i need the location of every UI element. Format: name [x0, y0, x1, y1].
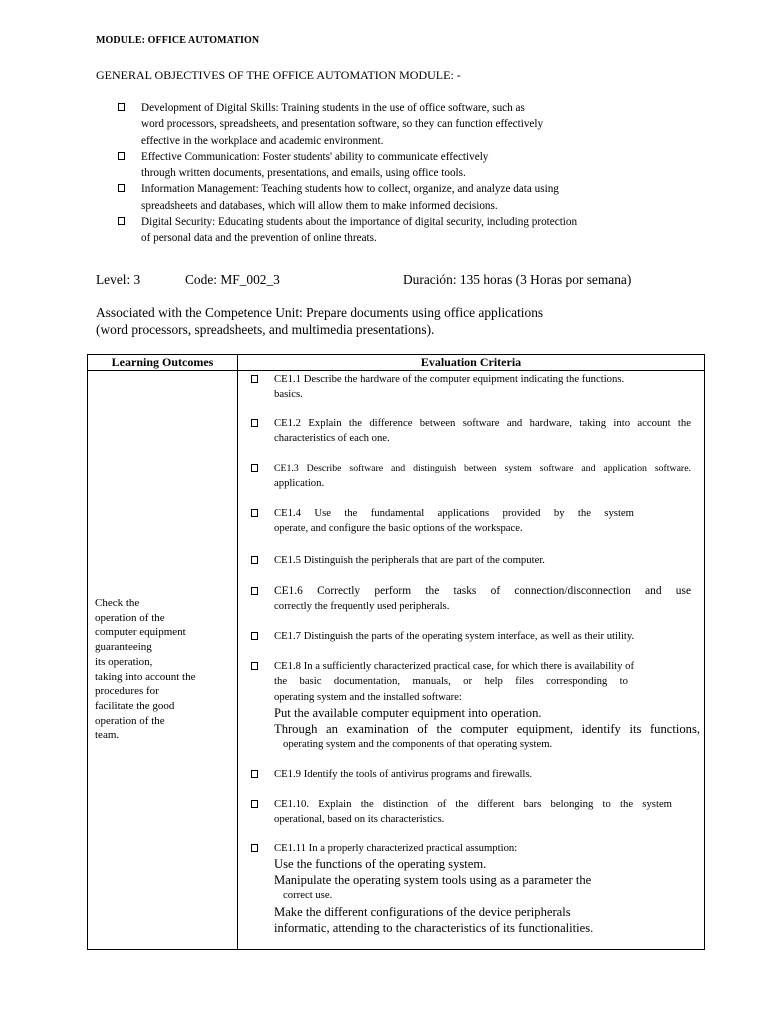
learning-outcome-cell	[88, 371, 238, 950]
objective-item: Digital Security: Educating students about the importance of digital security, including protection of personal data and the prevention of online threats.	[118, 214, 638, 247]
checkbox-icon	[251, 587, 258, 595]
checkbox-icon	[251, 509, 258, 517]
objectives-list	[118, 100, 638, 247]
criterion-ce1-8: CE1.8 In a sufficiently characterized practical case, for which there is availability of the basic documentation, manuals, or help files corresponding to operating system and the installed software: Put the available computer equipment into operation. Through an examination of the computer equipment, identify its functions, operating system and the components of that operating system.	[251, 659, 691, 752]
competence-unit: Associated with the Competence Unit: Prepare documents using office applications (word processors, spreadsheets, and multimedia presentations).	[96, 305, 544, 337]
objective-item: Effective Communication: Foster students' ability to communicate effectively through written documents, presentations, and emails, using office tools.	[118, 149, 638, 182]
criterion-ce1-10: CE1.10. Explain the distinction of the different bars belonging to the system operational, based on its characteristics.	[251, 797, 691, 828]
module-title: MODULE: OFFICE AUTOMATION	[96, 35, 260, 46]
criterion-ce1-11: CE1.11 In a properly characterized practical assumption: Use the functions of the operating system. Manipulate the operating system tools using as a parameter the correct use. Make the different configurations of the device peripherals informatic, attending to the characteristics of its functionalities.	[251, 841, 691, 936]
criterion-ce1-2: CE1.2 Explain the difference between software and hardware, taking into account the characteristics of each one.	[251, 416, 691, 447]
checkbox-icon	[118, 152, 125, 160]
checkbox-icon	[118, 103, 125, 111]
criterion-ce1-4: CE1.4 Use the fundamental applications provided by the system operate, and configure the basic options of the workspace.	[251, 506, 691, 537]
learning-outcome-text: Check the operation of the computer equipment guaranteeing its operation, taking into account the procedures for facilitate the good operation of the team.	[95, 597, 196, 742]
checkbox-icon	[251, 556, 258, 564]
criterion-ce1-6: CE1.6 Correctly perform the tasks of connection/disconnection and use correctly the frequently used peripherals.	[251, 584, 691, 615]
checkbox-icon	[251, 632, 258, 640]
checkbox-icon	[251, 844, 258, 852]
evaluation-criteria-cell	[238, 371, 705, 950]
level-label: Level: 3	[96, 272, 141, 287]
duration-label: Duración: 135 horas (3 Horas por semana)	[403, 272, 632, 287]
objectives-title: GENERAL OBJECTIVES OF THE OFFICE AUTOMATION MODULE: -	[96, 68, 461, 82]
checkbox-icon	[251, 375, 258, 383]
checkbox-icon	[251, 800, 258, 808]
objective-item: Development of Digital Skills: Training students in the use of office software, such as word processors, spreadsheets, and presentation software, so they can function effectively effective in the workplace and academic environment.	[118, 100, 638, 149]
objective-item: Information Management: Teaching students how to collect, organize, and analyze data using spreadsheets and databases, which will allow them to make informed decisions.	[118, 181, 638, 214]
header-evaluation-criteria: Evaluation Criteria	[238, 355, 705, 371]
checkbox-icon	[251, 662, 258, 670]
criterion-ce1-1: CE1.1 Describe the hardware of the computer equipment indicating the functions. basics.	[251, 372, 691, 403]
criterion-ce1-5: CE1.5 Distinguish the peripherals that are part of the computer.	[251, 553, 691, 568]
criterion-ce1-3: CE1.3 Describe software and distinguish between system software and application software. application.	[251, 461, 691, 492]
criterion-ce1-7: CE1.7 Distinguish the parts of the operating system interface, as well as their utility.	[251, 629, 691, 644]
checkbox-icon	[251, 464, 258, 472]
criteria-table	[87, 354, 705, 950]
criterion-ce1-9: CE1.9 Identify the tools of antivirus programs and firewalls.	[251, 767, 691, 782]
checkbox-icon	[118, 184, 125, 192]
header-learning-outcomes: Learning Outcomes	[88, 355, 238, 371]
code-label: Code: MF_002_3	[185, 272, 280, 287]
checkbox-icon	[251, 770, 258, 778]
checkbox-icon	[251, 419, 258, 427]
checkbox-icon	[118, 217, 125, 225]
